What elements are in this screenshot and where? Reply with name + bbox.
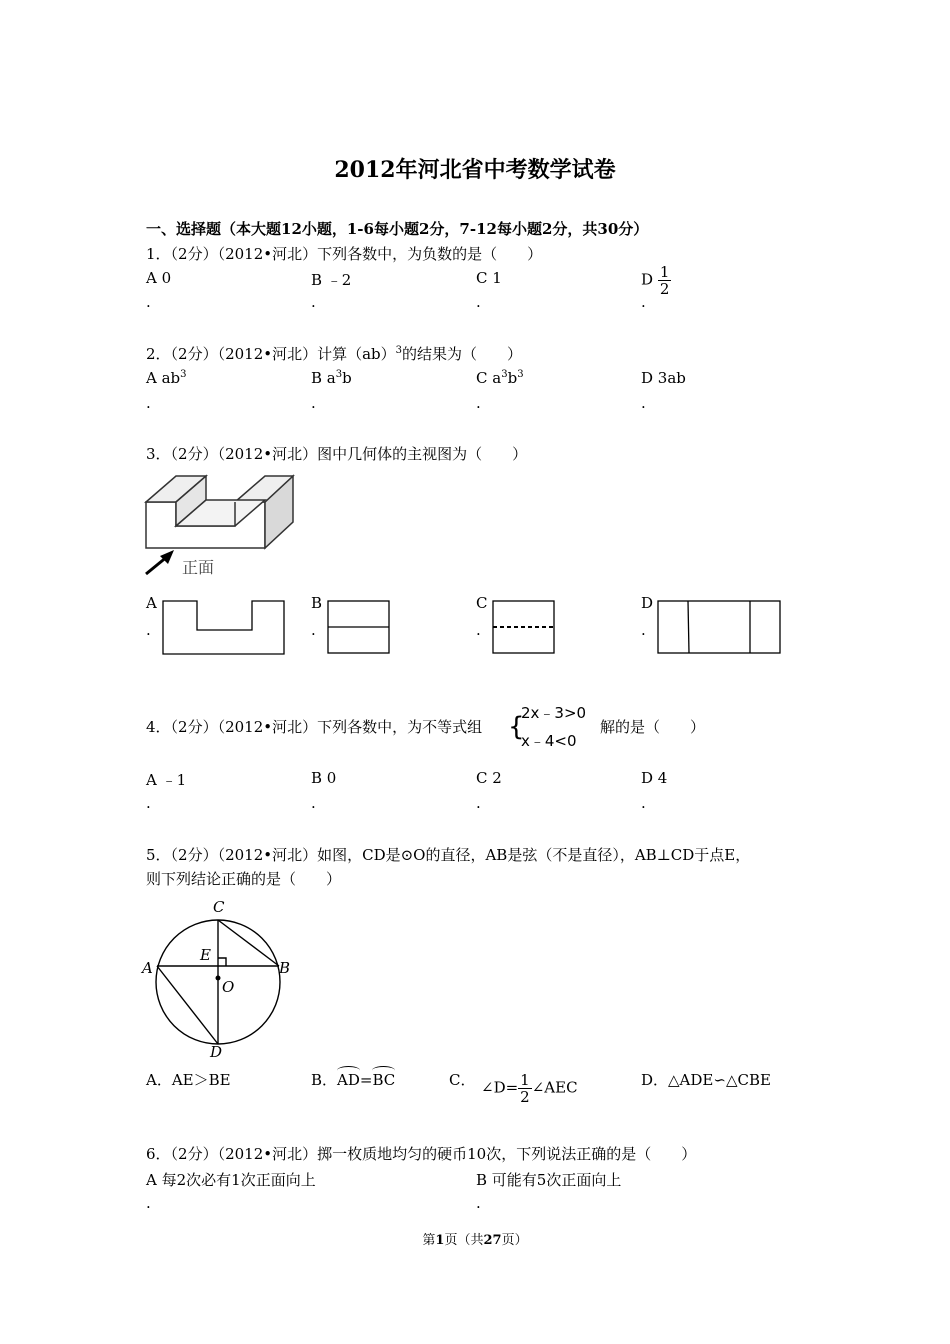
q6-option-b: B 可能有5次正面向上	[476, 1171, 622, 1189]
q2-option-a: A $ab^3$	[146, 369, 187, 387]
fraction: $\frac{1}{2}$	[520, 1071, 530, 1106]
q3-option-a: A	[146, 594, 157, 612]
option-dot: .	[641, 621, 646, 639]
label-A: A	[142, 959, 153, 977]
q3-option-d-figure	[657, 600, 783, 656]
q3-stem: 3．（2分）（2012•河北）图中几何体的主视图为（ ）	[146, 445, 528, 463]
q6-stem: 6．（2分）（2012•河北）掷一枚质地均匀的硬币10次，下列说法正确的是（ ）	[146, 1145, 697, 1163]
page-footer: 第1页（共27页）	[422, 1233, 528, 1248]
option-dot: .	[146, 394, 151, 412]
option-dot: .	[641, 394, 646, 412]
q2-option-d: D 3ab	[641, 369, 686, 387]
brace: {	[508, 712, 525, 742]
q5-option-c-prefix: C．	[449, 1071, 476, 1089]
label-D: D	[210, 1043, 223, 1060]
option-dot: .	[476, 293, 481, 311]
option-dot: .	[146, 621, 151, 639]
option-dot: .	[476, 794, 481, 812]
option-dot: .	[311, 621, 316, 639]
q4-option-c: C 2	[476, 769, 502, 787]
option-dot: .	[146, 1194, 151, 1212]
q5-option-c: ∠D= $\frac{1}{2}$ ∠AEC	[481, 1071, 578, 1106]
arrow-icon	[146, 550, 174, 574]
q1-option-c: C 1	[476, 269, 502, 287]
q2-option-b: B $a^3b$	[311, 369, 352, 387]
q4-stem-prefix: 4．（2分）（2012•河北）下列各数中，为不等式组	[146, 718, 483, 736]
q2-stem: 2．（2分）（2012•河北）计算（ab）$^3$的结果为（ ）	[146, 345, 523, 363]
q1-option-a: A 0	[146, 269, 172, 287]
option-dot: .	[641, 293, 646, 311]
fraction: $\frac{1}{2}$	[659, 263, 670, 298]
option-dot: .	[641, 794, 646, 812]
q5-option-b: B．AD=BC	[311, 1071, 396, 1089]
q2-option-c: C $a^3b^3$	[476, 369, 524, 387]
q3-option-c-figure	[492, 600, 556, 656]
solid-figure	[140, 470, 305, 582]
option-dot: .	[146, 293, 151, 311]
q4-option-b: B 0	[311, 769, 337, 787]
label-C: C	[213, 898, 225, 916]
q4-ineq-1: 2x﹣3>0	[521, 704, 587, 722]
q3-option-a-figure	[162, 600, 286, 656]
q1-option-d: D $\frac{1}{2}$	[641, 263, 670, 298]
q3-option-d: D	[641, 594, 654, 612]
section-heading: 一、选择题（本大题12小题，1-6每小题2分，7-12每小题2分，共30分）	[146, 220, 649, 238]
circle-figure	[138, 894, 298, 1060]
q4-ineq-2: x﹣4<0	[521, 732, 577, 750]
option-dot: .	[476, 1194, 481, 1212]
q3-option-b-figure	[327, 600, 391, 656]
option-dot: .	[311, 794, 316, 812]
q4-option-d: D 4	[641, 769, 668, 787]
q4-stem-suffix: 解的是（ ）	[600, 718, 706, 736]
option-dot: .	[476, 394, 481, 412]
q1-stem: 1．（2分）（2012•河北）下列各数中，为负数的是（ ）	[146, 245, 543, 263]
option-dot: .	[311, 293, 316, 311]
option-dot: .	[146, 794, 151, 812]
front-label: 正面	[182, 558, 215, 577]
option-dot: .	[311, 394, 316, 412]
q1-option-b: B ﹣2	[311, 271, 352, 289]
q3-option-b: B	[311, 594, 323, 612]
q3-option-c: C	[476, 594, 488, 612]
q5-option-d: D．△ADE∽△CBE	[641, 1071, 771, 1089]
q5-stem-2: 则下列结论正确的是（ ）	[146, 870, 342, 888]
label-O: O	[222, 978, 235, 996]
option-dot: .	[476, 621, 481, 639]
q6-option-a: A 每2次必有1次正面向上	[146, 1171, 316, 1189]
q4-option-a: A ﹣1	[146, 771, 187, 789]
label-E: E	[200, 946, 211, 964]
arc-bc: BC	[372, 1071, 396, 1089]
q5-stem-1: 5．（2分）（2012•河北）如图，CD是⊙O的直径，AB是弦（不是直径），AB⊥CD于点E，	[146, 846, 751, 864]
q5-option-a: A．AE＞BE	[146, 1071, 231, 1089]
page-title: 2012年河北省中考数学试卷	[334, 157, 616, 183]
label-B: B	[279, 959, 291, 977]
arc-ad: AD	[337, 1071, 360, 1089]
